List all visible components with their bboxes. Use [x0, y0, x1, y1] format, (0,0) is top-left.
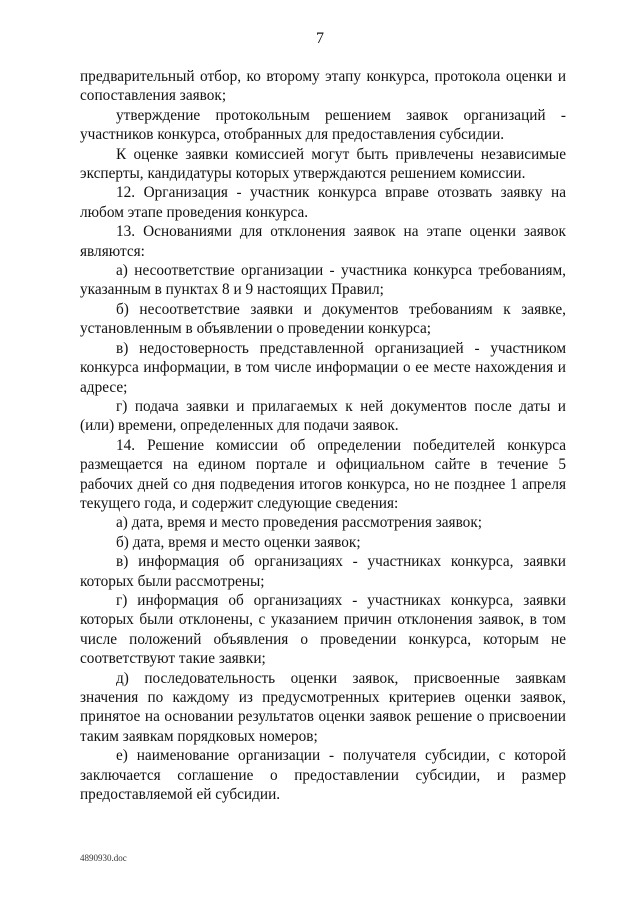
paragraph: а) несоответствие организации - участника конкурса требованиям, указанным в пунктах 8 и 9 настоящих Правил;: [80, 262, 566, 299]
paragraph: 13. Основаниями для отклонения заявок на этапе оценки заявок являются:: [80, 223, 566, 260]
document-body: [80, 67, 566, 804]
document-filename: 4890930.doc: [80, 853, 127, 863]
page-number: 7: [316, 30, 324, 47]
paragraph: К оценке заявки комиссией могут быть привлечены независимые эксперты, кандидатуры которых утверждаются решением комиссии.: [80, 145, 566, 183]
paragraph: 12. Организация - участник конкурса вправе отозвать заявку на любом этапе проведения конкурса.: [80, 184, 566, 221]
paragraph: в) информация об организациях - участниках конкурса, заявки которых были рассмотрены;: [80, 553, 566, 590]
paragraph: предварительный отбор, ко второму этапу конкурса, протокола оценки и сопоставления заявок;: [80, 68, 566, 105]
paragraph: в) недостоверность представленной организацией - участником конкурса информации, в том числе информации о ее месте нахождения и адресе;: [80, 339, 566, 396]
paragraph: е) наименование организации - получателя субсидии, с которой заключается соглашение о предоставлении субсидии, и размер предоставляемой ей субсидии.: [80, 747, 566, 804]
paragraph: б) несоответствие заявки и документов требованиям к заявке, установленным в объявлении о проведении конкурса;: [80, 300, 566, 338]
paragraph: б) дата, время и место оценки заявок;: [116, 533, 361, 551]
paragraph: г) подача заявки и прилагаемых к ней документов после даты и (или) времени, определенных для подачи заявок.: [80, 397, 566, 435]
paragraph: г) информация об организациях - участниках конкурса, заявки которых были отклонены, с указанием причин отклонения заявок, в том числе положений объявления о проведении конкурса, которым не соответствуют такие заявки;: [80, 591, 566, 668]
paragraph: 14. Решение комиссии об определении победителей конкурса размещается на едином портале и официальном сайте в течение 5 рабочих дней со дня подведения итогов конкурса, но не позднее 1 апреля текущего года, и содержит следующие сведения:: [80, 436, 566, 512]
paragraph: д) последовательность оценки заявок, присвоенные заявкам значения по каждому из предусмотренных критериев оценки заявок, принятое на основании результатов оценки заявок решение о присвоении таким заявкам порядковых номеров;: [80, 669, 566, 745]
paragraph: утверждение протокольным решением заявок организаций - участников конкурса, отобранных для предоставления субсидии.: [80, 106, 566, 144]
paragraph: а) дата, время и место проведения рассмотрения заявок;: [116, 514, 483, 532]
